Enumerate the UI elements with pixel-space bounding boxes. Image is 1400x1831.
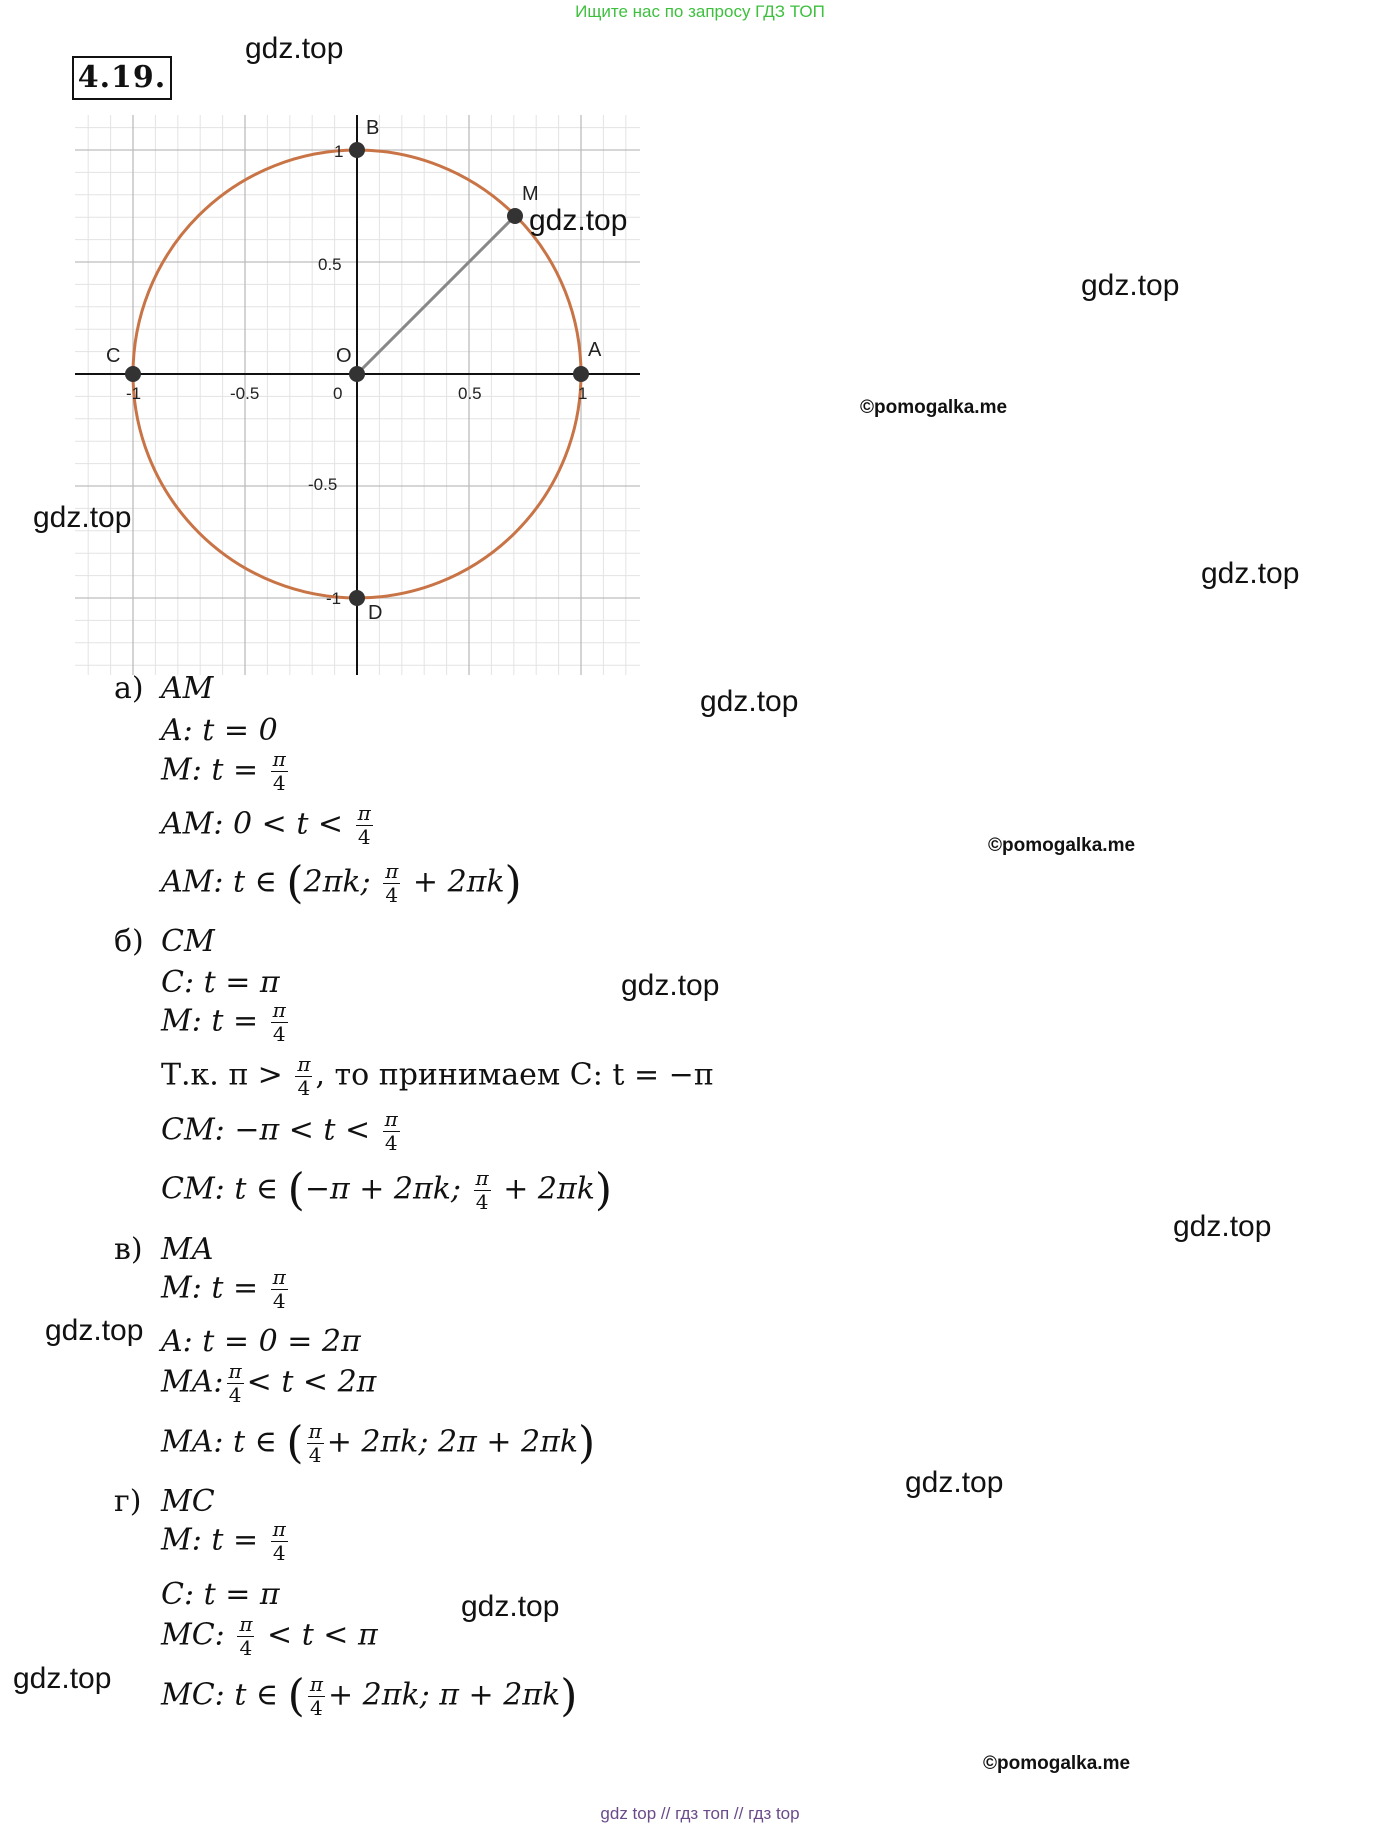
tick-x-0: 0 [333,384,343,403]
point-label-c: C [106,345,121,367]
part-v-line3: MA: $\frac{\pi}{4}$ < t < 2π [161,1359,377,1407]
part-b-line3: Т.к. π > $\frac{\pi}{4}$ , то принимаем C: t = −π [161,1052,714,1100]
watermark-gdz: gdz.top [461,1590,560,1623]
fraction: $\frac{\pi}{4}$ [272,747,286,795]
tick-y-1: 1 [334,142,344,161]
part-a-line4-text: AM: t ∈ [161,864,277,900]
fraction: $\frac{\pi}{4}$ [357,801,371,849]
watermark-gdz: gdz.top [1081,269,1180,302]
fraction: $\frac{\pi}{4}$ [309,1672,323,1720]
part-a-line2 [161,748,291,795]
part-v-line4: MA: t ∈ ( $\frac{\pi}{4}$ + 2πk; 2π + 2πk) [161,1417,596,1469]
fraction: $\frac{\pi}{4}$ [475,1166,489,1214]
tick-x-05: 0.5 [458,384,482,403]
fraction: $\frac{\pi}{4}$ [272,998,286,1046]
part-b-title: CM [161,924,215,959]
part-a-title: AM [161,671,214,706]
fraction: $\frac{\pi}{4}$ [228,1359,242,1407]
tick-y-neg1: -1 [326,589,342,608]
part-b-line1: C: t = π [161,965,280,1000]
point-d [349,590,365,606]
watermark-gdz: gdz.top [529,204,628,237]
fraction: $\frac{\pi}{4}$ [384,1107,398,1155]
part-g-line2: C: t = π [161,1577,280,1612]
unit-circle-graph [70,110,650,680]
watermark-gdz: gdz.top [1173,1210,1272,1243]
watermark-gdz: gdz.top [33,501,132,534]
part-g-label: г) [114,1484,142,1519]
fraction: $\frac{\pi}{4}$ [272,1265,286,1313]
tick-x-1: 1 [578,384,588,403]
part-v-title: MA [161,1232,214,1267]
part-a-line1: A: t = 0 [161,713,278,748]
point-o [349,366,365,382]
fraction: $\frac{\pi}{4}$ [308,1419,322,1467]
part-g-title: MC [161,1484,215,1519]
part-a-line3 [161,802,376,849]
tick-x-neg05: -0.5 [230,384,260,403]
fraction: $\frac{\pi}{4}$ [385,859,399,907]
point-a [573,366,589,382]
watermark-gdz: gdz.top [905,1466,1004,1499]
watermark-gdz: gdz.top [621,969,720,1002]
part-a-line3-text: AM: 0 < t < [161,806,344,842]
point-m [507,208,523,224]
watermark-pomogalka: ©pomogalka.me [983,1753,1131,1774]
watermark-pomogalka: ©pomogalka.me [860,397,1008,418]
footer-links[interactable]: gdz top // гдз топ // гдз top [600,1804,800,1823]
part-b-line4: CM: −π < t < $\frac{\pi}{4}$ [161,1107,398,1155]
part-g-line4: MC: t ∈ ( $\frac{\pi}{4}$ + 2πk; π + 2πk) [161,1670,578,1722]
watermark-gdz: gdz.top [700,685,799,718]
part-b-label: б) [114,924,144,959]
part-v-line1: M: t = $\frac{\pi}{4}$ [161,1265,286,1313]
watermark-gdz: gdz.top [45,1314,144,1347]
part-v-line2: A: t = 0 = 2π [161,1324,361,1359]
tick-y-neg05: -0.5 [308,475,338,494]
part-b-line2: M: t = $\frac{\pi}{4}$ [161,998,286,1046]
part-a-label: а) [114,671,144,706]
part-v-label: в) [114,1232,143,1267]
part-g-line1: M: t = $\frac{\pi}{4}$ [161,1517,286,1565]
top-banner[interactable]: Ищите нас по запросу ГДЗ ТОП [575,2,825,21]
fraction: $\frac{\pi}{4}$ [239,1612,253,1660]
problem-number: 4.19. [72,56,172,100]
fraction: $\frac{\pi}{4}$ [297,1052,311,1100]
watermark-gdz: gdz.top [13,1662,112,1695]
point-label-o: O [336,345,352,367]
point-label-m: M [522,183,539,205]
watermark-gdz: gdz.top [1201,557,1300,590]
part-a-line2-text: M: t = [161,752,259,788]
tick-y-05: 0.5 [318,255,342,274]
point-label-b: B [366,117,380,139]
fraction: $\frac{\pi}{4}$ [272,1517,286,1565]
tick-x-neg1: -1 [126,384,142,403]
point-label-a: A [588,339,602,361]
point-label-d: D [368,602,383,624]
point-b [349,142,365,158]
point-c [125,366,141,382]
part-a-line4: AM: t ∈ (2πk; $\frac{\pi}{4}$ + 2πk) [161,857,522,909]
watermark-pomogalka: ©pomogalka.me [988,835,1136,856]
watermark-gdz: gdz.top [245,32,344,65]
part-b-line5: CM: t ∈ (−π + 2πk; $\frac{\pi}{4}$ + 2πk) [161,1164,613,1216]
part-g-line3: MC: $\frac{\pi}{4}$ < t < π [161,1612,378,1660]
